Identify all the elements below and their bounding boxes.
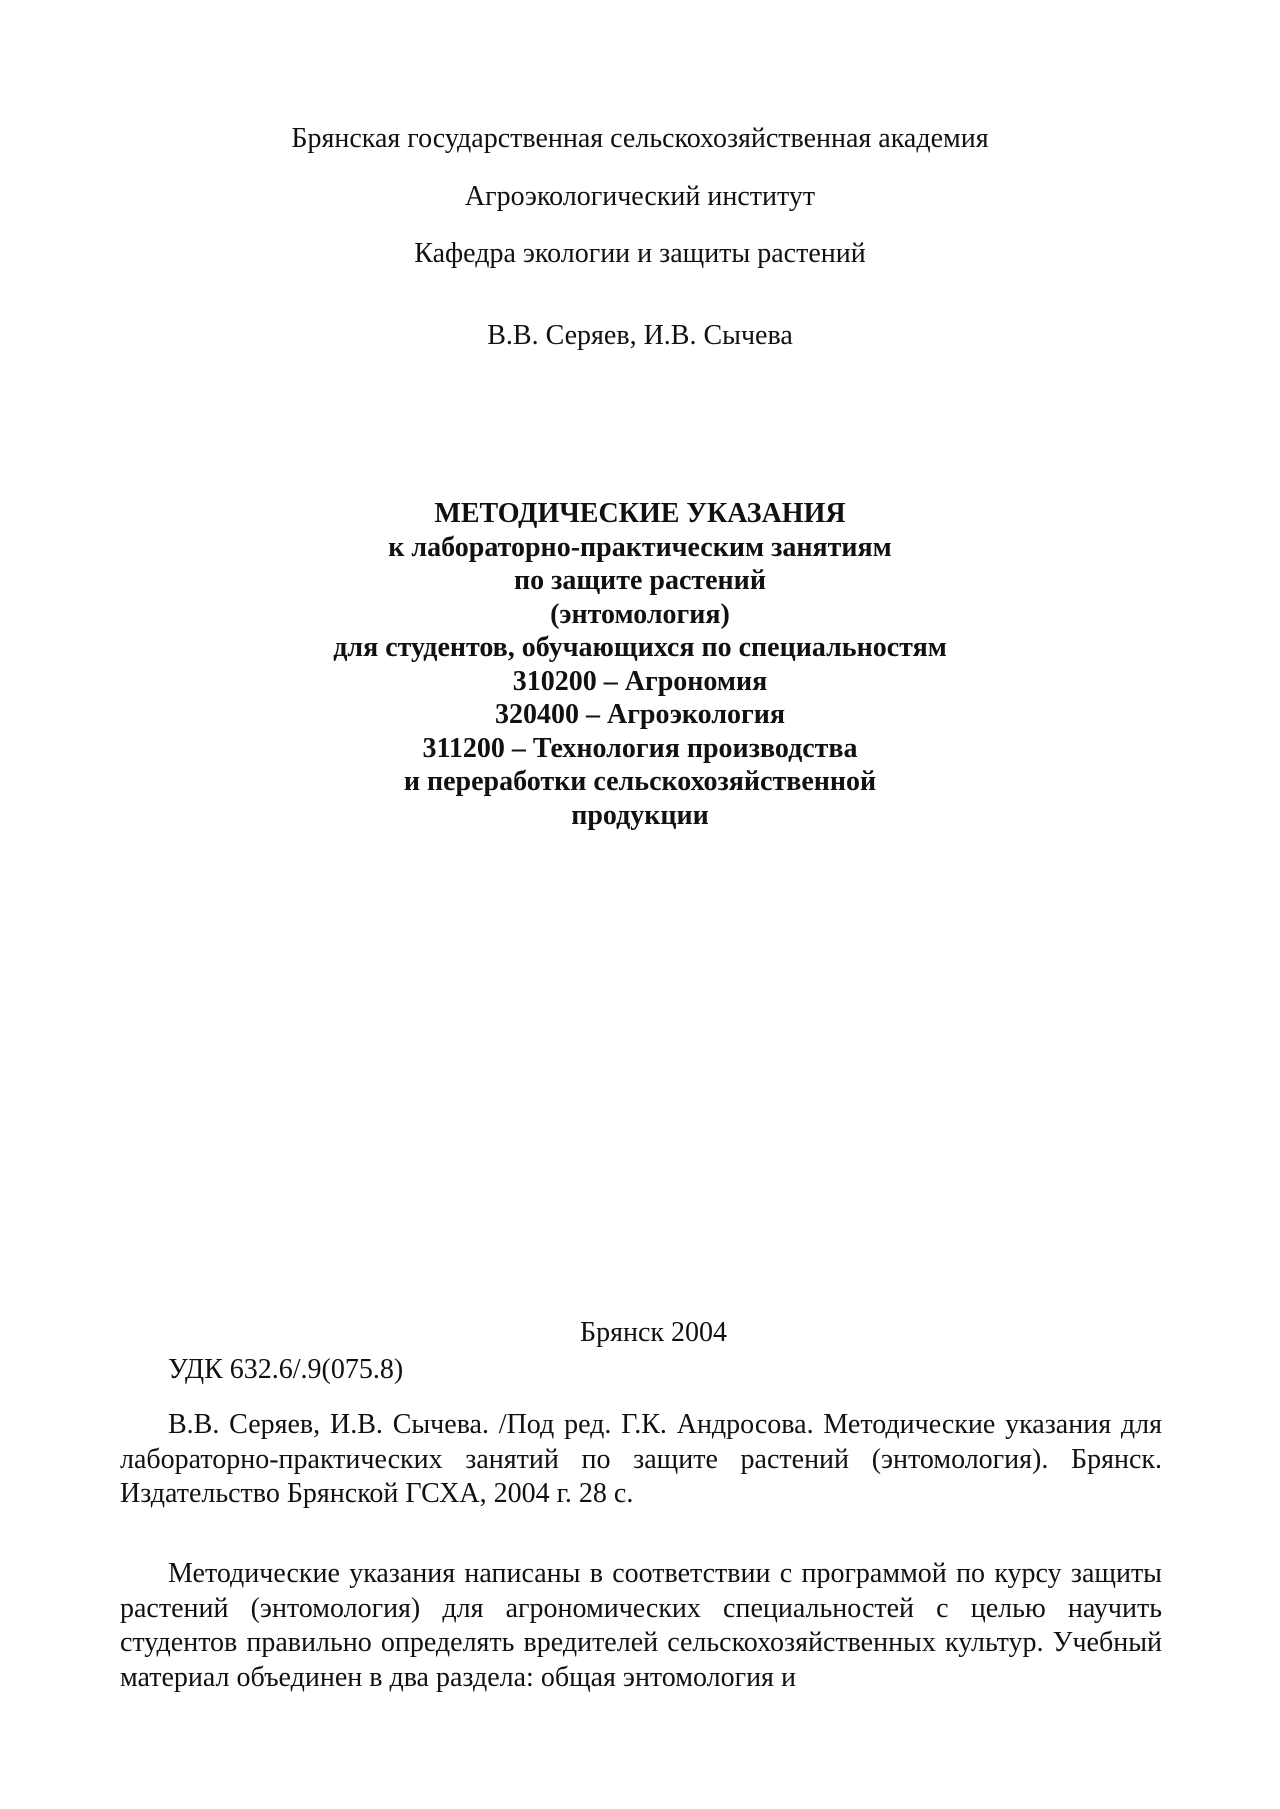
title-line: продукции [571,799,709,831]
academy-name: Брянская государственная сельскохозяйственная академия [291,123,989,154]
title-line: 311200 – Технология производства [422,732,858,764]
citation-paragraph: В.В. Серяев, И.В. Сычева. /Под ред. Г.К. Андросова. Методические указания для лабораторно-практических занятий по защите растений (энтомология). Брянск. Издательство Брянской ГСХА, 2004 г. 28 с. [120,1409,1162,1509]
title-line: МЕТОДИЧЕСКИЕ УКАЗАНИЯ [434,498,846,529]
city-year: Брянск 2004 [580,1317,727,1348]
abstract-paragraph: Методические указания написаны в соответствии с программой по курсу защиты растений (энтомология) для агрономических специальностей с целью научить студентов правильно определять вредителей сельскохозяйственных культур. Учебный материал объединен в два раздела: общая энтомология и [120,1558,1162,1693]
title-line: и переработки сельскохозяйственной [403,766,877,797]
title-line: (энтомология) [550,598,730,630]
title-line: для студентов, обучающихся по специальностям [333,632,947,663]
title-line: 310200 – Агрономия [512,665,768,697]
title-line: по защите растений [514,565,766,596]
udk-code: УДК 632.6/.9(075.8) [168,1354,404,1385]
authors: В.В. Серяев, И.В. Сычева [487,320,793,351]
title-line: к лабораторно-практическим занятиям [388,531,892,563]
title-line: 320400 – Агроэкология [494,699,786,730]
document-title [0,497,1280,832]
institute-name: Агроэкологический институт [464,181,816,212]
department-name: Кафедра экологии и защиты растений [414,238,866,269]
